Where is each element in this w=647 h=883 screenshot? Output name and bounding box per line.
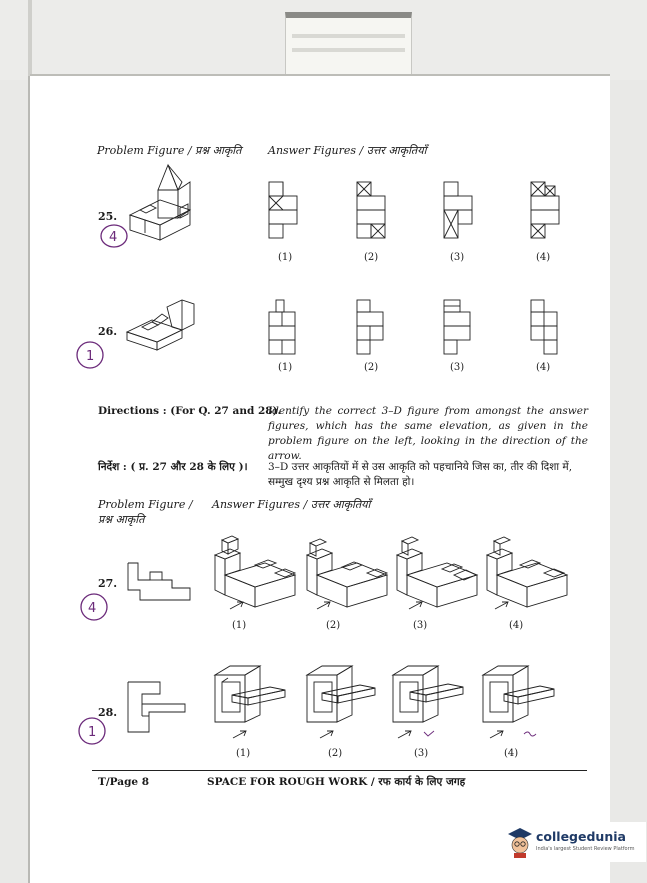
answer-figures-25 — [266, 180, 566, 240]
option-26-4 — [531, 300, 557, 354]
option-label-26-2[interactable]: (2) — [364, 362, 379, 373]
answer-figures-26 — [266, 298, 566, 358]
svg-text:4: 4 — [109, 230, 118, 245]
option-label-28-4[interactable]: (4) — [504, 748, 519, 759]
option-label-27-3[interactable]: (3) — [413, 620, 428, 631]
option-label-28-2[interactable]: (2) — [328, 748, 343, 759]
handwritten-answer-28 — [76, 716, 116, 750]
option-25-3 — [444, 182, 472, 238]
option-27-1 — [215, 536, 295, 607]
footer-rule — [92, 770, 587, 771]
graduate-mascot-icon — [506, 826, 534, 858]
answer-figures-heading-2: Answer Figures / उत्तर आकृतियाँ — [212, 498, 371, 511]
directions-text: Identify the correct 3–D figure from amongst the answer figures, which has the same elevation, as given in the problem figure on the left, looking in the direction of the arrow. — [268, 405, 588, 462]
answer-figures-28 — [210, 660, 580, 735]
svg-text:4: 4 — [88, 601, 97, 616]
brand-tagline: India's largest Student Review Platform — [536, 846, 635, 852]
option-28-4 — [483, 666, 554, 722]
problem-figure-heading: Problem Figure / प्रश्न आकृति — [97, 144, 242, 157]
handwritten-answer-26 — [74, 340, 114, 374]
directions-label: Directions : (For Q. 27 and 28). — [98, 405, 282, 417]
option-26-1 — [269, 300, 295, 354]
option-label-28-3[interactable]: (3) — [414, 748, 429, 759]
question-number-27: 27. — [98, 577, 118, 590]
option-label-26-4[interactable]: (4) — [536, 362, 551, 373]
directions-text-hindi: 3–D उत्तर आकृतियों में से उस आकृति को पहचानिये जिस का, तीर की दिशा में, सम्मुख दृश्य प्रश्न आकृति से मिलता हो। — [268, 461, 573, 488]
answer-figures-heading: Answer Figures / उत्तर आकृतियाँ — [268, 144, 427, 157]
option-label-25-3[interactable]: (3) — [450, 252, 465, 263]
view-arrows-28 — [228, 726, 558, 742]
option-label-26-1[interactable]: (1) — [278, 362, 293, 373]
option-label-25-2[interactable]: (2) — [364, 252, 379, 263]
option-label-27-2[interactable]: (2) — [326, 620, 341, 631]
question-number-26: 26. — [98, 325, 118, 338]
problem-figure-27 — [120, 560, 200, 605]
handwritten-answer-27 — [78, 592, 118, 626]
option-25-2 — [357, 182, 385, 238]
option-label-27-4[interactable]: (4) — [509, 620, 524, 631]
option-27-3 — [397, 537, 477, 607]
question-number-25: 25. — [98, 210, 118, 223]
option-26-2 — [357, 300, 383, 354]
page-number: T/Page 8 — [98, 776, 150, 788]
option-25-4 — [531, 182, 559, 238]
option-label-25-4[interactable]: (4) — [536, 252, 551, 263]
svg-text:1: 1 — [88, 725, 97, 740]
option-27-2 — [307, 539, 387, 607]
collegedunia-watermark — [496, 822, 646, 862]
option-label-28-1[interactable]: (1) — [236, 748, 251, 759]
option-label-27-1[interactable]: (1) — [232, 620, 247, 631]
directions-label-hindi: निर्देश : ( प्र. 27 और 28 के लिए )। — [98, 461, 248, 473]
problem-figure-26 — [122, 292, 202, 352]
option-25-1 — [269, 182, 297, 238]
brand-name: collegedunia — [536, 829, 626, 844]
view-arrows-27 — [225, 598, 565, 612]
option-28-1 — [215, 666, 285, 722]
problem-figure-heading-2-hi: प्रश्न आकृति — [98, 513, 145, 526]
problem-figure-heading-2: Problem Figure / — [98, 498, 193, 511]
option-label-25-1[interactable]: (1) — [278, 252, 293, 263]
problem-figure-28 — [125, 680, 195, 740]
option-28-2 — [307, 666, 375, 722]
option-28-3 — [393, 666, 463, 722]
option-27-4 — [487, 537, 567, 607]
svg-text:1: 1 — [86, 349, 95, 364]
question-number-28: 28. — [98, 706, 118, 719]
rough-work-label: SPACE FOR ROUGH WORK / रफ कार्य के लिए जगह — [207, 776, 466, 788]
option-label-26-3[interactable]: (3) — [450, 362, 465, 373]
option-26-3 — [444, 300, 470, 354]
problem-figure-25 — [120, 160, 210, 245]
